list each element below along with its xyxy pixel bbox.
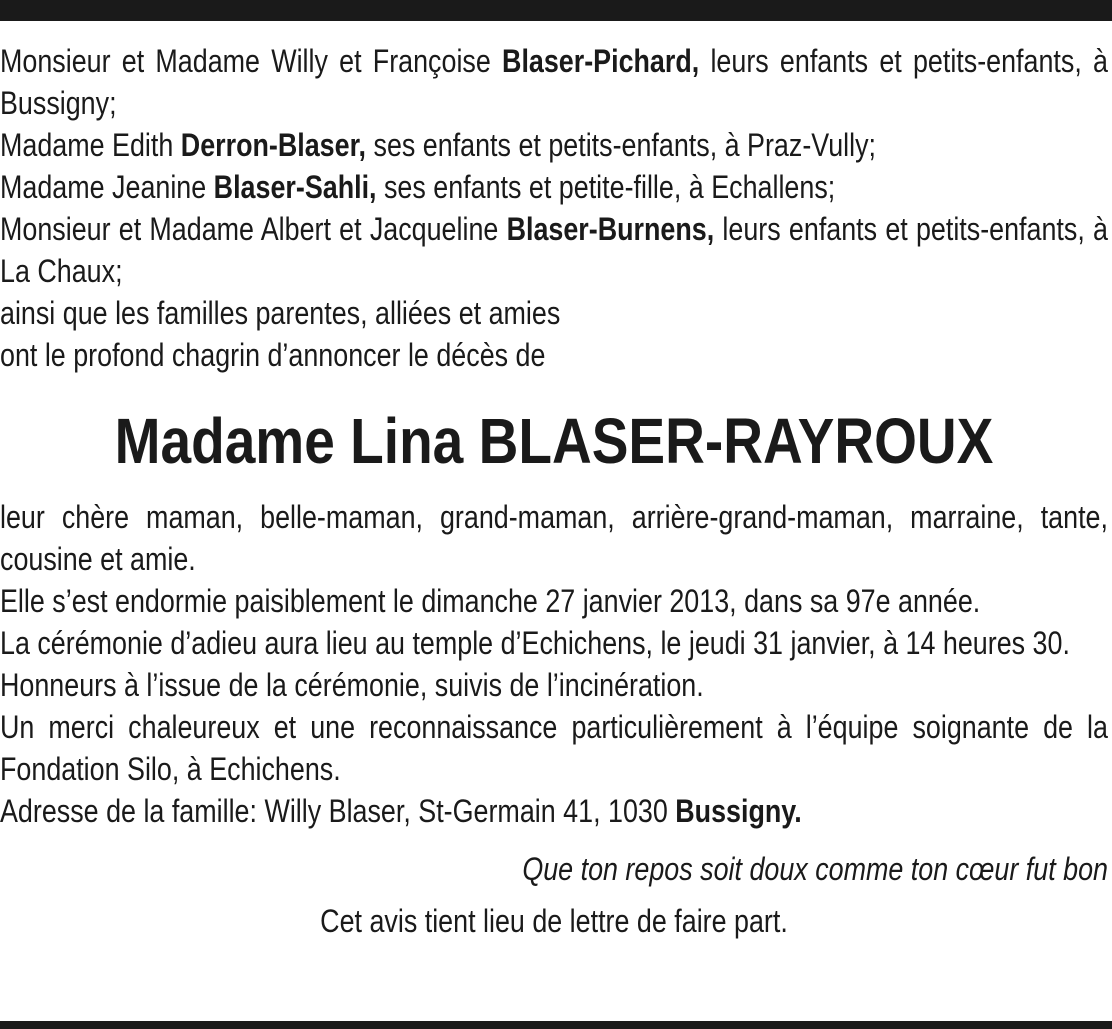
body-paragraph: Un merci chaleureux et une reconnaissance particulièrement à l’équipe soignante de la Fondation Silo, à Echichens. — [0, 709, 1108, 787]
address-city: Bussigny. — [675, 793, 802, 829]
family-name: Blaser-Burnens, — [506, 211, 715, 247]
family-entry — [0, 40, 1108, 124]
family-entry-text: Monsieur et Madame Albert et Jacqueline — [0, 211, 507, 247]
announce-line: ont le profond chagrin d’annoncer le décès de — [0, 337, 546, 373]
family-entry — [0, 208, 1108, 292]
top-rule — [0, 0, 1112, 21]
family-entry-text: ses enfants et petits-enfants, à Praz-Vully; — [366, 127, 877, 163]
family-entry-text: leurs enfants et petits-enfants, à La Chaux; — [0, 211, 1108, 289]
family-entry-text: leurs enfants et petits-enfants, à Bussigny; — [0, 43, 1108, 121]
family-entry-text: Madame Edith — [0, 127, 181, 163]
address-text: Adresse de la famille: Willy Blaser, St-Germain 41, 1030 — [0, 793, 676, 829]
body-paragraph: La cérémonie d’adieu aura lieu au temple d’Echichens, le jeudi 31 janvier, à 14 heures 30. — [0, 625, 1070, 661]
family-entry — [0, 166, 1108, 208]
family-address — [0, 790, 1108, 832]
family-entry-text: Monsieur et Madame Willy et Françoise — [0, 43, 503, 79]
family-entry-text: Madame Jeanine — [0, 169, 214, 205]
body-paragraph: Elle s’est endormie paisiblement le dimanche 27 janvier 2013, dans sa 97e année. — [0, 583, 981, 619]
relatives-line: ainsi que les familles parentes, alliées et amies — [0, 295, 561, 331]
family-name: Blaser-Pichard, — [502, 43, 700, 79]
family-name: Blaser-Sahli, — [213, 169, 377, 205]
bottom-rule — [0, 1021, 1112, 1029]
footer-note: Cet avis tient lieu de lettre de faire part. — [320, 903, 788, 939]
body-paragraph: leur chère maman, belle-maman, grand-maman, arrière-grand-maman, marraine, tante, cousine et amie. — [0, 499, 1108, 577]
deceased-name: Madame Lina BLASER-RAYROUX — [114, 405, 994, 477]
family-entry-text: ses enfants et petite-fille, à Echallens; — [376, 169, 836, 205]
family-name: Derron-Blaser, — [180, 127, 367, 163]
obituary-notice — [0, 40, 1108, 942]
family-entry — [0, 124, 1108, 166]
body-paragraph: Honneurs à l’issue de la cérémonie, suivis de l’incinération. — [0, 667, 704, 703]
motto: Que ton repos soit doux comme ton cœur fut bon — [522, 851, 1108, 887]
